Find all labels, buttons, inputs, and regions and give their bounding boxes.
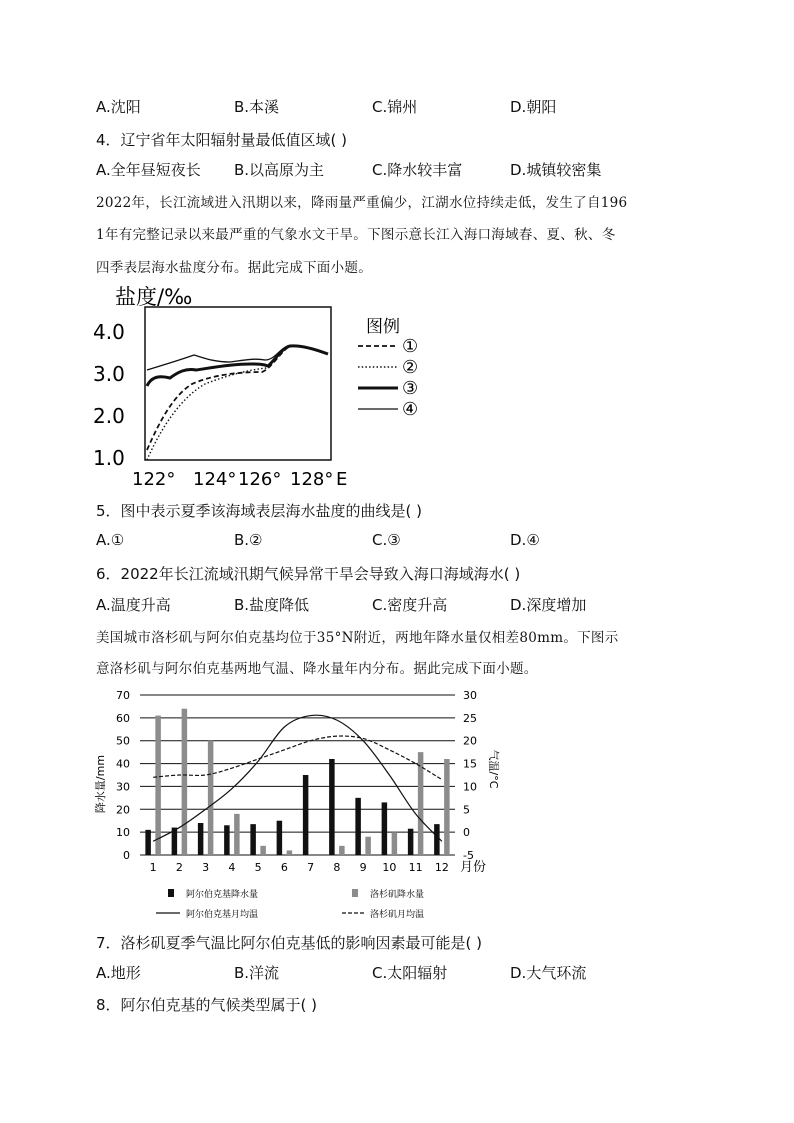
- la-temp-line: [153, 736, 442, 780]
- q5-stem: 5．图中表示夏季该海域表层海水盐度的曲线是( ): [96, 502, 423, 520]
- abq-precip-bar: [277, 821, 283, 855]
- climate-chart: [90, 684, 510, 924]
- salinity-ylabel: 盐度/‰: [115, 285, 193, 309]
- passage1-line-2: 1年有完整记录以来最严重的气象水文干旱。下图示意长江入海口海域春、夏、秋、冬: [96, 227, 616, 243]
- salinity-ytick: 3.0: [93, 362, 125, 386]
- legend-la-precip: 洛杉矶降水量: [370, 890, 425, 900]
- legend-label-3: ③: [402, 378, 419, 399]
- salinity-curve-3: [147, 346, 328, 386]
- month-tick-label: 12: [434, 861, 449, 874]
- la-precip-bar: [182, 709, 188, 855]
- month-tick-label: 4: [228, 861, 236, 874]
- q5-option-a: A.①: [96, 531, 125, 549]
- temp-tick-label: 10: [463, 780, 477, 794]
- abq-precip-bar: [408, 829, 414, 855]
- temp-tick-label: 30: [463, 689, 477, 702]
- temp-tick-label: 20: [463, 734, 477, 748]
- q4-stem: 4．辽宁省年太阳辐射量最低值区域( ): [96, 131, 348, 149]
- abq-precip-bar: [382, 802, 388, 855]
- q4-option-d: D.城镇较密集: [510, 161, 602, 179]
- temp-tick-label: 0: [463, 826, 470, 840]
- passage2-line-2: 意洛杉矶与阿尔伯克基两地气温、降水量年内分布。据此完成下面小题。: [96, 661, 538, 677]
- la-precip-bar: [208, 741, 214, 855]
- month-tick-label: 10: [382, 861, 397, 874]
- legend-label-1: ①: [402, 336, 419, 357]
- abq-precip-bar: [329, 759, 335, 855]
- salinity-ytick: 1.0: [93, 446, 125, 470]
- salinity-plot-frame: [145, 307, 331, 460]
- la-precip-bar: [260, 846, 266, 855]
- q4-option-a: A.全年昼短夜长: [96, 161, 201, 179]
- precip-tick-label: 40: [116, 757, 130, 771]
- q7-option-c: C.太阳辐射: [372, 964, 448, 982]
- legend-swatch-la-precip: [352, 889, 358, 897]
- salinity-ytick: 4.0: [93, 320, 125, 344]
- month-tick-label: 5: [254, 861, 262, 874]
- salinity-xtick: 124°: [193, 469, 237, 490]
- month-tick-label: 7: [307, 861, 315, 874]
- legend-la-temp: 洛杉矶月均温: [370, 910, 425, 920]
- abq-precip-bar: [434, 824, 440, 855]
- precip-tick-label: 10: [116, 826, 130, 840]
- month-tick-label: 8: [333, 861, 341, 874]
- q6-option-a: A.温度升高: [96, 596, 171, 614]
- abq-temp-line: [153, 715, 442, 841]
- salinity-curve-4: [147, 346, 326, 370]
- x-axis-label: 月份: [460, 860, 487, 875]
- precip-tick-label: 50: [116, 734, 130, 748]
- la-precip-bar: [392, 832, 398, 855]
- q8-stem: 8．阿尔伯克基的气候类型属于( ): [96, 996, 318, 1014]
- salinity-ytick: 2.0: [93, 404, 125, 428]
- la-precip-bar: [287, 850, 293, 855]
- month-tick-label: 1: [149, 861, 157, 874]
- la-precip-bar: [155, 716, 161, 855]
- abq-precip-bar: [303, 775, 309, 855]
- salinity-xtick: 128°: [290, 469, 334, 490]
- month-tick-label: 3: [202, 861, 210, 874]
- precip-tick-label: 0: [123, 849, 130, 862]
- precip-tick-label: 60: [116, 711, 130, 725]
- month-tick-label: 11: [408, 861, 423, 874]
- temp-tick-label: -5: [463, 849, 474, 862]
- precip-tick-label: 30: [116, 780, 130, 794]
- legend-swatch-abq-precip: [168, 889, 174, 897]
- passage2-line-1: 美国城市洛杉矶与阿尔伯克基均位于35°N附近，两地年降水量仅相差80mm。下图示: [96, 630, 619, 646]
- salinity-chart: [90, 280, 450, 492]
- legend-abq-precip: 阿尔伯克基降水量: [186, 890, 259, 900]
- q6-option-d: D.深度增加: [510, 596, 587, 614]
- temp-tick-label: 25: [463, 711, 477, 725]
- q3-option-b: B.本溪: [234, 98, 280, 116]
- la-precip-bar: [444, 759, 450, 855]
- q5-option-b: B.②: [234, 531, 263, 549]
- passage1-line-1: 2022年，长江流域进入汛期以来，降雨量严重偏少，江湖水位持续走低，发生了自196: [96, 195, 628, 211]
- q7-option-a: A.地形: [96, 964, 141, 982]
- q6-option-b: B.盐度降低: [234, 596, 310, 614]
- abq-precip-bar: [355, 798, 361, 855]
- abq-precip-bar: [250, 824, 256, 855]
- salinity-legend-title: 图例: [366, 317, 400, 337]
- salinity-xunit: E: [336, 469, 348, 490]
- legend-abq-temp: 阿尔伯克基月均温: [186, 910, 259, 920]
- abq-precip-bar: [224, 825, 230, 855]
- q4-option-c: C.降水较丰富: [372, 161, 463, 179]
- temp-tick-label: 5: [463, 803, 470, 817]
- legend-label-4: ④: [402, 399, 419, 420]
- q5-option-d: D.④: [510, 531, 540, 549]
- q3-option-c: C.锦州: [372, 98, 418, 116]
- q4-option-b: B.以高原为主: [234, 161, 325, 179]
- q7-option-d: D.大气环流: [510, 964, 587, 982]
- q3-option-d: D.朝阳: [510, 98, 557, 116]
- temp-axis-label: 气温/°C: [487, 749, 500, 789]
- la-precip-bar: [234, 814, 240, 855]
- month-tick-label: 2: [175, 861, 183, 874]
- month-tick-label: 9: [359, 861, 367, 874]
- passage1-line-3: 四季表层海水盐度分布。据此完成下面小题。: [96, 260, 372, 276]
- la-precip-bar: [365, 837, 371, 855]
- legend-label-2: ②: [402, 357, 419, 378]
- q7-stem: 7．洛杉矶夏季气温比阿尔伯克基低的影响因素最可能是( ): [96, 934, 483, 952]
- q3-option-a: A.沈阳: [96, 98, 141, 116]
- salinity-xtick: 122°: [132, 469, 176, 490]
- q7-option-b: B.洋流: [234, 964, 280, 982]
- salinity-xtick: 126°: [238, 469, 282, 490]
- precip-tick-label: 20: [116, 803, 130, 817]
- la-precip-bar: [339, 846, 345, 855]
- temp-tick-label: 15: [463, 757, 477, 771]
- abq-precip-bar: [198, 823, 204, 855]
- precip-axis-label: 降水量/mm: [94, 754, 107, 814]
- month-tick-label: 6: [280, 861, 288, 874]
- q5-option-c: C.③: [372, 531, 401, 549]
- precip-tick-label: 70: [116, 689, 130, 702]
- q6-stem: 6．2022年长江流域汛期气候异常干旱会导致入海口海域海水( ): [96, 565, 521, 583]
- abq-precip-bar: [145, 830, 151, 855]
- q6-option-c: C.密度升高: [372, 596, 448, 614]
